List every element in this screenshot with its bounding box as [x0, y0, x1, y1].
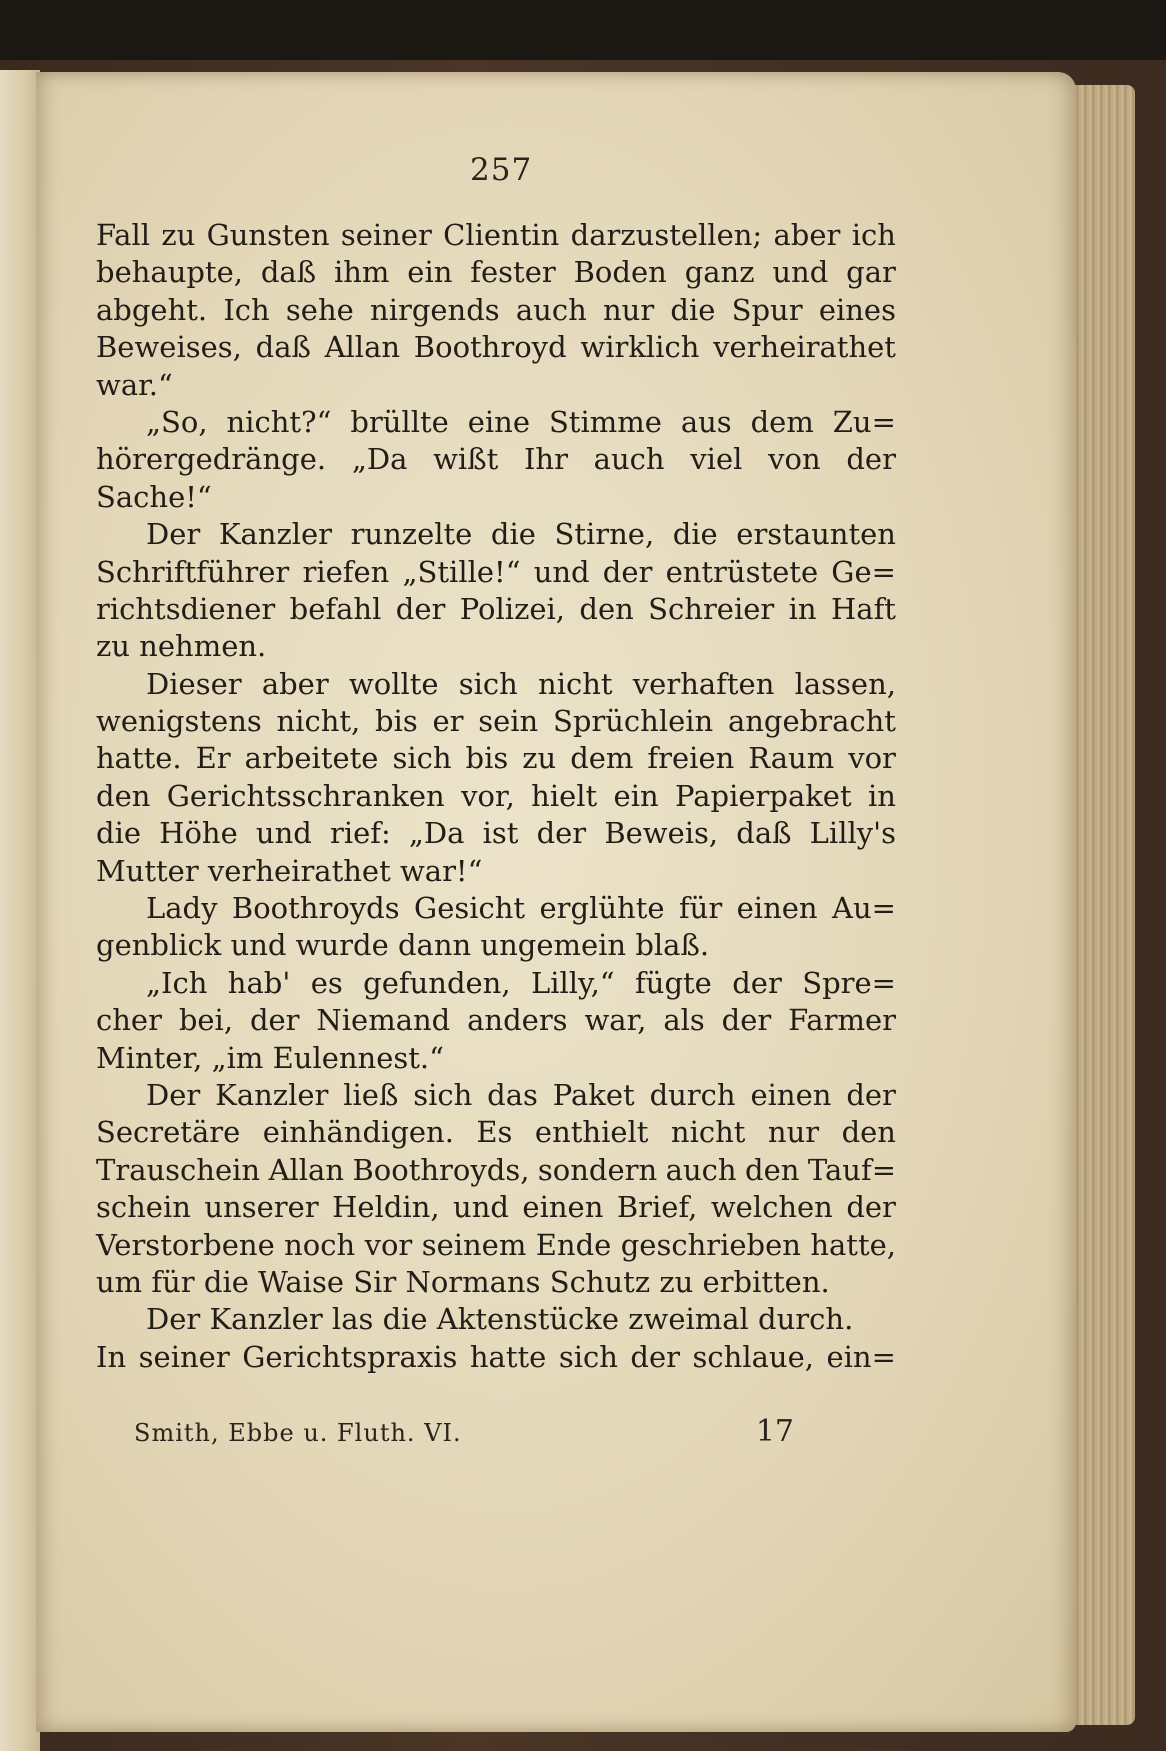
word: zu [522, 741, 557, 776]
word: angebracht [727, 704, 896, 739]
word: die [490, 517, 536, 552]
text-line [96, 480, 896, 517]
word: verheirathet [713, 330, 896, 365]
text-line [96, 779, 896, 816]
word: Farmer [788, 1003, 896, 1038]
text-line [96, 667, 896, 704]
word: der [395, 591, 446, 626]
word: lassen, [794, 666, 896, 701]
word: Der [146, 1077, 201, 1112]
line-text: war.“ [96, 367, 173, 402]
text-line [96, 741, 896, 778]
word: einhändigen. [262, 1115, 454, 1150]
word: Trauschein [96, 1152, 261, 1187]
word: Raum [748, 741, 835, 776]
word: Boden [573, 255, 667, 290]
word: Haft [830, 591, 896, 626]
word: nicht [538, 666, 613, 701]
word: eines [818, 292, 896, 327]
text-line [96, 330, 896, 367]
line-text: genblick und wurde dann ungemein blaß. [96, 928, 710, 963]
word: fügte [635, 965, 712, 1000]
line-text: Mutter verheirathet war!“ [96, 853, 483, 888]
word: den [579, 591, 634, 626]
word: ein [407, 255, 453, 290]
sheet-number: 17 [755, 1414, 794, 1449]
word: Lilly,“ [530, 965, 615, 1000]
word: hab' [227, 965, 291, 1000]
text-line [96, 704, 896, 741]
word: „Ich [146, 965, 208, 1000]
line-text: Sache!“ [96, 479, 212, 514]
word: Lady [146, 891, 218, 926]
text-line [96, 1003, 896, 1040]
word: Boothroyd [413, 330, 567, 365]
word: der [602, 554, 653, 589]
word: eine [467, 404, 531, 439]
word: anders [467, 1003, 568, 1038]
word: viel [690, 442, 743, 477]
word: Er [195, 741, 231, 776]
word: erglühte [539, 891, 665, 926]
word: wißt [433, 442, 499, 477]
word: und [453, 1190, 509, 1225]
word: gar [846, 255, 896, 290]
word: wirklich [580, 330, 700, 365]
word: vor, [461, 778, 515, 813]
text-line [96, 255, 896, 292]
word: das [487, 1077, 538, 1112]
word: abgeht. [96, 292, 208, 327]
line-text: um für die Waise Sir Normans Schutz zu erbitten. [96, 1264, 830, 1299]
word: richtsdiener [96, 591, 276, 626]
word: sich [392, 741, 452, 776]
word: ich [851, 218, 896, 252]
word: auch [515, 292, 587, 327]
word: Fall [96, 218, 150, 252]
text-line [96, 405, 896, 442]
word: geschrieben [620, 1227, 801, 1262]
word: wenigstens [96, 704, 262, 739]
word: Au= [832, 891, 896, 926]
word: erstaunten [736, 517, 896, 552]
word: seinem [421, 1227, 527, 1262]
body-text [96, 218, 896, 1377]
word: schein [96, 1190, 191, 1225]
word: schlaue, [692, 1339, 814, 1374]
word: Schreier [648, 591, 775, 626]
word: Heldin, [332, 1190, 440, 1225]
word: bis [465, 741, 509, 776]
page-number: 257 [470, 152, 533, 188]
word: aber [261, 666, 329, 701]
word: Allan [268, 1152, 345, 1187]
word: der [249, 1003, 300, 1038]
word: enthielt [534, 1115, 649, 1150]
text-line [96, 368, 896, 405]
word: vor [364, 1227, 413, 1262]
text-line [96, 555, 896, 592]
word: Stimme [548, 404, 662, 439]
word: ganz [684, 255, 755, 290]
word: Ende [535, 1227, 612, 1262]
word: ihm [333, 255, 390, 290]
word: Spre= [802, 965, 896, 1000]
word: aus [680, 404, 732, 439]
word: auch [593, 442, 665, 477]
word: aber [773, 218, 841, 252]
text-line [96, 1265, 896, 1302]
word: ist [482, 816, 519, 851]
word: verhaften [632, 666, 775, 701]
word: Sprüchlein [552, 704, 714, 739]
word: befahl [289, 591, 382, 626]
text-line [96, 966, 896, 1003]
word: Brief, [616, 1190, 698, 1225]
word: darzustellen; [570, 218, 763, 252]
word: für [678, 891, 723, 926]
word: Niemand [316, 1003, 451, 1038]
word: der [846, 1190, 896, 1225]
word: Dieser [146, 666, 242, 701]
word: Gesicht [414, 891, 526, 926]
word: er [432, 704, 464, 739]
word: „Stille!“ [402, 554, 521, 589]
word: sehe [285, 292, 354, 327]
word: bei, [178, 1003, 234, 1038]
word: die [672, 517, 718, 552]
word: Allan [324, 330, 401, 365]
word: sein [478, 704, 539, 739]
word: bis [374, 704, 418, 739]
word: seiner [340, 218, 432, 252]
word: Der [146, 517, 201, 552]
word: Boothroyds, [352, 1152, 530, 1187]
word: behaupte, [96, 255, 243, 290]
text-line [96, 218, 896, 255]
word: den [841, 1115, 896, 1150]
word: der [732, 965, 782, 1000]
word: riefen [302, 554, 390, 589]
text-line [96, 1115, 896, 1152]
line-text: zu nehmen. [96, 629, 267, 664]
word: in [788, 591, 817, 626]
text-line [96, 1190, 896, 1227]
word: wollte [348, 666, 439, 701]
word: und [255, 816, 312, 851]
word: Es [476, 1115, 513, 1150]
word: Zu= [832, 404, 896, 439]
word: es [310, 965, 343, 1000]
facing-page-edge [0, 70, 40, 1751]
word: durch [649, 1077, 736, 1112]
text-line [96, 1153, 896, 1190]
word: auch [665, 1152, 737, 1187]
word: Beweises, [96, 330, 242, 365]
word: freien [647, 741, 735, 776]
word: „So, [146, 404, 208, 439]
text-line [96, 442, 896, 479]
word: Kanzler [218, 517, 333, 552]
word: war, [584, 1003, 647, 1038]
word: Höhe [159, 816, 238, 851]
text-line [96, 1228, 896, 1265]
word: fester [470, 255, 556, 290]
word: unserer [204, 1190, 319, 1225]
word: und [533, 554, 590, 589]
word: die [96, 816, 142, 851]
word: nicht [670, 1115, 746, 1150]
word: In [96, 1339, 127, 1374]
text-line [96, 854, 896, 891]
page-footer [134, 1414, 794, 1449]
word: „Da [408, 816, 465, 851]
word: Schriftführer [96, 554, 290, 589]
word: runzelte [350, 517, 473, 552]
text-line [96, 891, 896, 928]
word: Ihr [523, 442, 568, 477]
signature-mark: Smith, Ebbe u. Fluth. VI. [134, 1419, 462, 1447]
word: daß [260, 255, 317, 290]
word: von [768, 442, 821, 477]
word: zu [161, 218, 196, 252]
word: als [663, 1003, 705, 1038]
word: den [745, 1152, 800, 1187]
text-line [96, 517, 896, 554]
word: die [670, 292, 716, 327]
word: der [846, 1077, 896, 1112]
word: rief: [329, 816, 391, 851]
word: einen [736, 891, 818, 926]
word: Gerichtsschranken [166, 778, 445, 813]
word: und [772, 255, 829, 290]
word: Gerichtspraxis [242, 1339, 458, 1374]
word: der [630, 1339, 681, 1374]
word: nirgends [370, 292, 500, 327]
word: daß [736, 816, 792, 851]
word: sich [413, 1077, 473, 1112]
word: hatte. [96, 741, 182, 776]
word: sich [558, 1339, 618, 1374]
text-line [96, 592, 896, 629]
word: arbeitete [244, 741, 379, 776]
word: Lilly's [809, 816, 896, 851]
text-line [96, 816, 896, 853]
word: nicht, [276, 704, 361, 739]
word: einen [522, 1190, 604, 1225]
word: Secretäre [96, 1115, 241, 1150]
word: ein= [826, 1339, 896, 1374]
word: Papierpaket [675, 778, 852, 813]
word: daß [255, 330, 311, 365]
word: nur [767, 1115, 820, 1150]
word: ein [613, 778, 659, 813]
word: nicht?“ [226, 404, 332, 439]
word: cher [96, 1003, 162, 1038]
word: Beweis, [604, 816, 719, 851]
text-line [96, 1078, 896, 1115]
text-line [96, 1041, 896, 1078]
text-line [96, 293, 896, 330]
word: noch [284, 1227, 356, 1262]
text-line [96, 629, 896, 666]
word: sich [458, 666, 518, 701]
word: Kanzler [215, 1077, 329, 1112]
word: Gunsten [206, 218, 330, 252]
word: entrüstete [665, 554, 819, 589]
word: dem [750, 404, 814, 439]
word: ließ [343, 1077, 399, 1112]
word: gefunden, [363, 965, 511, 1000]
word: hatte [469, 1339, 547, 1374]
line-text: Der Kanzler las die Aktenstücke zweimal durch. [146, 1302, 854, 1337]
word: hielt [531, 778, 598, 813]
word: „Da [351, 442, 408, 477]
word: in [867, 778, 896, 813]
word: Clientin [443, 218, 560, 252]
text-line [96, 1340, 896, 1377]
word: Ge= [831, 554, 896, 589]
word: den [96, 778, 151, 813]
word: dem [570, 741, 634, 776]
word: der [536, 816, 587, 851]
word: nur [602, 292, 655, 327]
word: der [846, 442, 896, 477]
word: hörergedränge. [96, 442, 327, 477]
word: hatte, [810, 1227, 896, 1262]
word: Tauf= [807, 1152, 896, 1187]
word: Verstorbene [96, 1227, 275, 1262]
text-line [96, 1302, 896, 1339]
word: der [721, 1003, 772, 1038]
line-text: Minter, „im Eulennest.“ [96, 1040, 444, 1075]
text-line [96, 928, 896, 965]
word: Spur [731, 292, 803, 327]
word: Stirne, [554, 517, 655, 552]
word: vor [848, 741, 896, 776]
word: welchen [710, 1190, 833, 1225]
word: Ich [223, 292, 270, 327]
word: einen [750, 1077, 832, 1112]
word: Boothroyds [231, 891, 400, 926]
word: seiner [138, 1339, 230, 1374]
word: Paket [552, 1077, 635, 1112]
word: sondern [537, 1152, 658, 1187]
word: Polizei, [459, 591, 565, 626]
word: brüllte [350, 404, 449, 439]
